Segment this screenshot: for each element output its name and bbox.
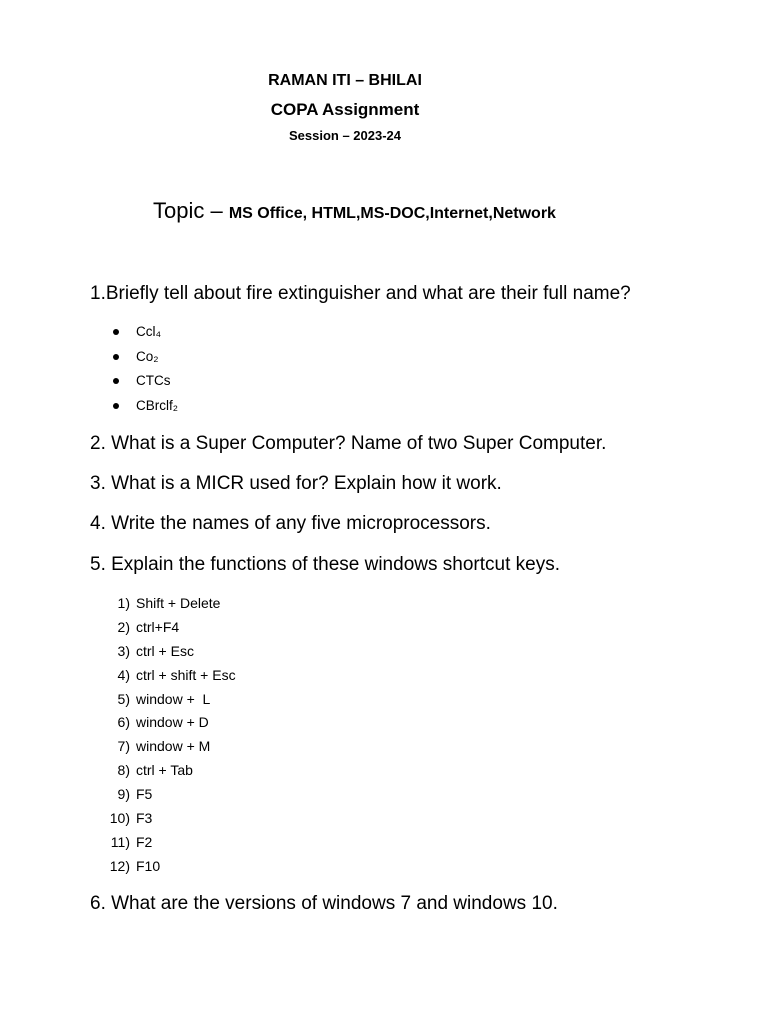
extinguisher-item [113, 371, 178, 396]
shortcut-keys: F2 [136, 833, 153, 850]
shortcut-item [100, 593, 236, 617]
question-3: 3. What is a MICR used for? Explain how it work. [90, 473, 502, 494]
shortcut-keys: window + D [136, 714, 209, 731]
extinguisher-list [113, 322, 178, 420]
extinguisher-label: Ccl₄ [136, 324, 162, 339]
shortcut-keys: F5 [136, 786, 153, 803]
shortcut-keys: window + M [136, 738, 211, 755]
extinguisher-item [113, 322, 178, 347]
shortcut-item [100, 689, 236, 713]
question-5: 5. Explain the functions of these windows shortcut keys. [90, 554, 560, 575]
topic-line [153, 198, 556, 224]
question-6: 6. What are the versions of windows 7 and windows 10. [90, 893, 558, 914]
institute-title: RAMAN ITI – BHILAI [268, 72, 422, 89]
shortcut-number: 5) [117, 690, 130, 707]
shortcut-item [100, 665, 236, 689]
bullet-icon [113, 378, 119, 384]
shortcut-item [100, 617, 236, 641]
shortcut-keys: ctrl + shift + Esc [136, 666, 236, 683]
shortcut-keys: F10 [136, 857, 161, 874]
shortcut-item [100, 760, 236, 784]
assignment-title: COPA Assignment [270, 100, 420, 119]
shortcut-number: 2) [117, 618, 130, 635]
shortcut-keys: F3 [136, 810, 153, 827]
session-label: Session – 2023-24 [288, 128, 402, 143]
extinguisher-item [113, 347, 178, 372]
topic-label: Topic – [153, 198, 229, 223]
shortcut-number: 12) [109, 857, 130, 874]
extinguisher-label: Co₂ [136, 348, 159, 364]
shortcut-number: 6) [117, 714, 130, 731]
shortcut-item [100, 641, 236, 665]
shortcut-number: 11) [110, 833, 130, 850]
shortcut-item [100, 736, 236, 760]
shortcut-number: 4) [117, 666, 130, 683]
shortcut-number: 1) [117, 595, 130, 611]
shortcut-item [100, 784, 236, 808]
shortcut-item [100, 856, 236, 880]
extinguisher-label: CTCs [136, 373, 171, 388]
shortcut-keys: Shift + Delete [136, 595, 221, 611]
shortcut-number: 10) [109, 810, 130, 827]
extinguisher-label: CBrclf₂ [136, 397, 178, 413]
shortcut-number: 8) [117, 762, 130, 779]
shortcut-number: 9) [117, 786, 130, 803]
shortcut-item [100, 808, 236, 832]
shortcut-keys: ctrl + Esc [136, 642, 194, 659]
bullet-icon [113, 329, 119, 335]
bullet-icon [113, 403, 119, 409]
topic-value: MS Office, HTML,MS-DOC,Internet,Network [228, 205, 556, 222]
question-4: 4. Write the names of any five microprocessors. [90, 513, 491, 534]
bullet-icon [113, 354, 119, 360]
shortcut-keys: window + L [136, 690, 211, 707]
shortcut-list [100, 593, 236, 880]
question-1: 1.Briefly tell about fire extinguisher and what are their full name? [90, 283, 631, 304]
shortcut-number: 3) [117, 642, 130, 659]
question-2: 2. What is a Super Computer? Name of two Super Computer. [90, 433, 607, 454]
shortcut-item [100, 832, 236, 856]
extinguisher-item [113, 396, 178, 421]
shortcut-keys: ctrl + Tab [136, 762, 193, 779]
shortcut-keys: ctrl+F4 [136, 618, 180, 635]
shortcut-item [100, 712, 236, 736]
shortcut-number: 7) [117, 738, 130, 755]
